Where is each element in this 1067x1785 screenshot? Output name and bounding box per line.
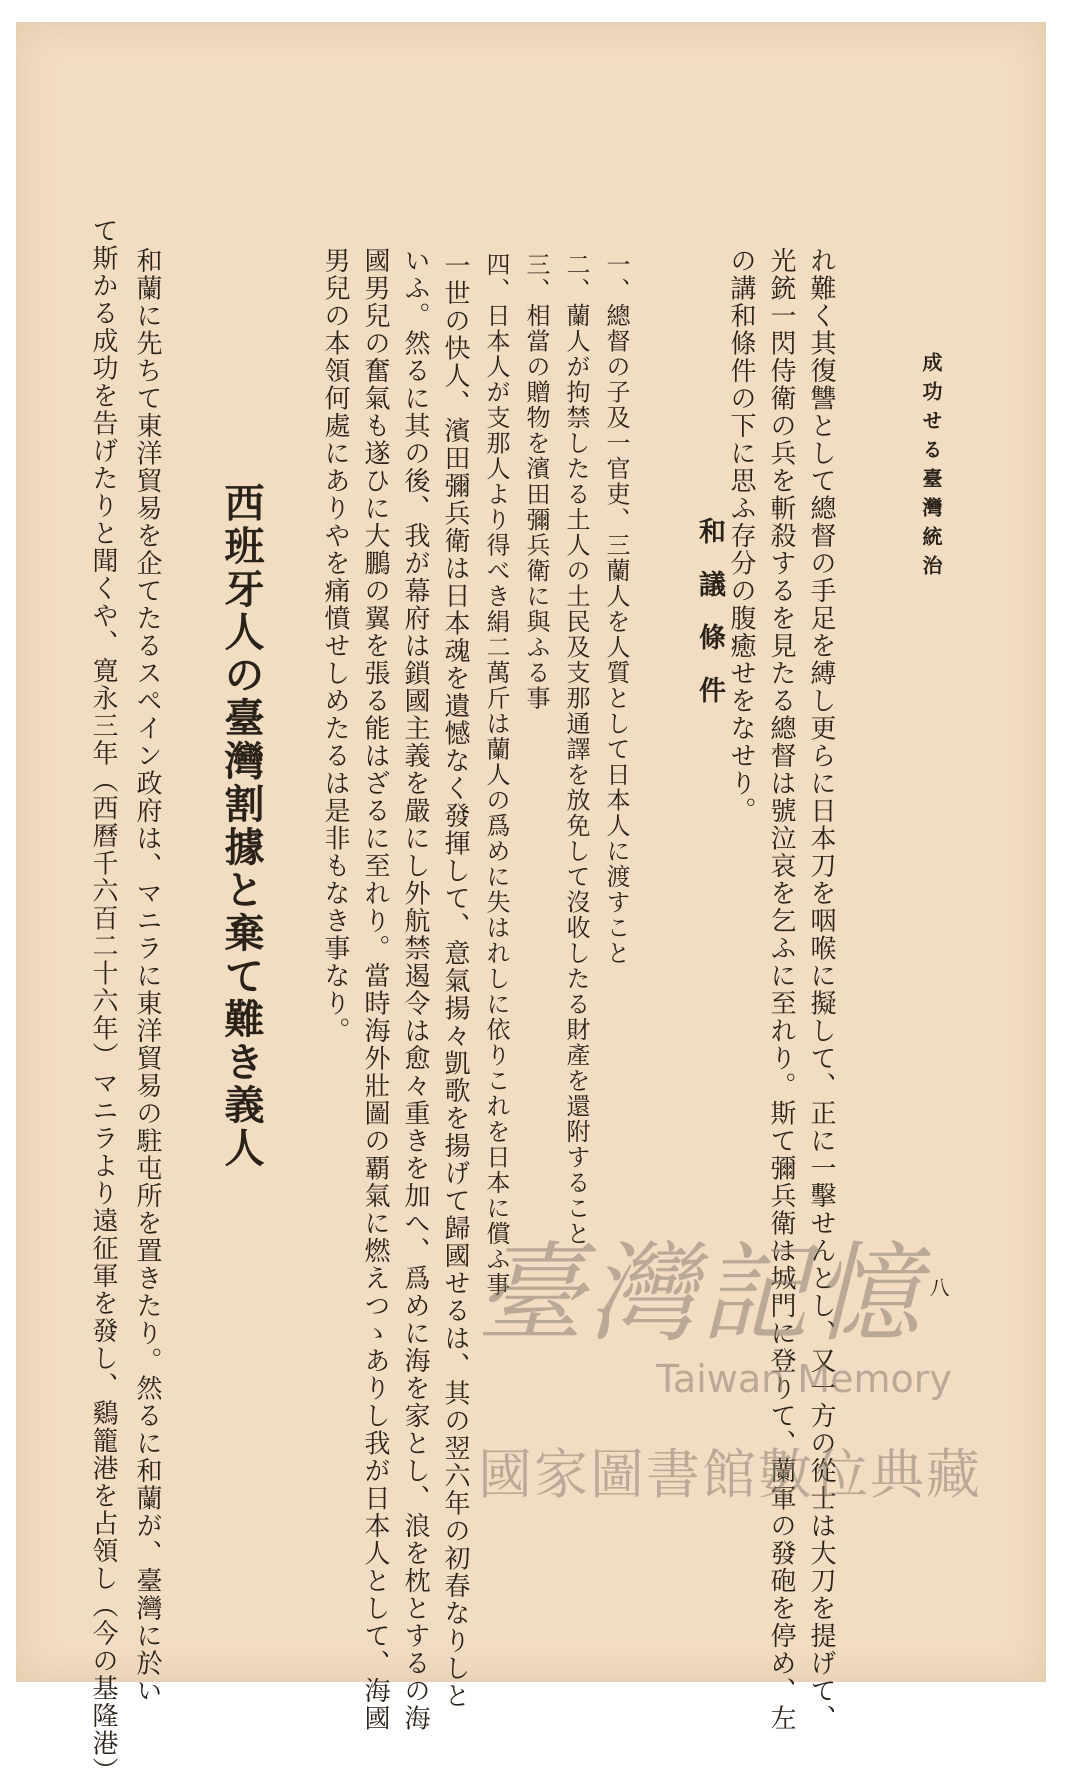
condition-item: 二、蘭人が拘禁したる土人の土民及支那通譯を放免して沒收したる財產を還附すること (562, 252, 590, 1247)
book-page (16, 22, 1046, 1785)
condition-item: 四、日本人が支那人より得べき絹二萬斤は蘭人の爲めに失はれしに依りこれを日本に償ふ事 (482, 252, 510, 1298)
condition-item: 一、總督の子及一官吏、三蘭人を人質として日本人に渡すこと (602, 252, 630, 966)
paragraph-line: いふ。然るに其の後、我が幕府は鎖國主義を嚴にし外航禁遏令は愈々重きを加へ、爲めに海を家とし、浪を枕とするの海 (400, 247, 430, 1732)
paragraph-line: 和蘭に先ちて東洋貿易を企てたるスペイン政府は、マニラに東洋貿易の駐屯所を置きたり。然るに和蘭が、臺灣に於い (132, 247, 162, 1705)
paragraph-line: れ難く其復讐として總督の手足を縛し更らに日本刀を咽喉に擬して、正に一擊せんとし、又一方の從士は大刀を提げて、 (806, 247, 836, 1732)
paragraph-line: 光銃一閃侍衛の兵を斬殺するを見たる總督は號泣哀を乞ふに至れり。斯て彌兵衛は城門に登りて、蘭軍の發砲を停め、左 (766, 247, 796, 1732)
paragraph-line: 一世の快人、濱田彌兵衛は日本魂を遺憾なく發揮して、意氣揚々凱歌を揚げて歸國せるは、其の翌六年の初春なりしと (440, 252, 470, 1710)
paragraph-line: 男兒の本領何處にありやを痛憤せしめたるは是非もなき事なり。 (320, 247, 350, 1045)
paragraph-line: て斯かる成功を告げたりと聞くや、寛永三年（西曆千六百二十六年）マニラより遠征軍を發し、鷄籠港を占領し（今の基隆港） (88, 217, 118, 1785)
watermark-english: Taiwan Memory (656, 1357, 952, 1401)
section-heading: 西班牙人の臺灣割據と棄て難き義人 (218, 482, 264, 1170)
paragraph-line: 國男兒の奮氣も遂ひに大鵬の翼を張る能はざるに至れり。當時海外壯圖の覇氣に燃えつゝありし我が日本人として、海國 (360, 247, 390, 1732)
condition-item: 三、相當の贈物を濱田彌兵衛に與ふる事 (522, 252, 550, 711)
library-watermark (466, 1197, 1026, 1617)
watermark-title: 臺灣記憶 (476, 1232, 925, 1357)
section-heading: 和議條件 (694, 517, 725, 729)
page-number: 八 (926, 1277, 950, 1297)
running-title: 成功せる臺灣統治 (919, 352, 943, 584)
paragraph-line: の講和條件の下に思ふ存分の腹癒せをなせり。 (726, 247, 756, 825)
watermark-library: 國家圖書館數位典藏 (478, 1443, 982, 1506)
